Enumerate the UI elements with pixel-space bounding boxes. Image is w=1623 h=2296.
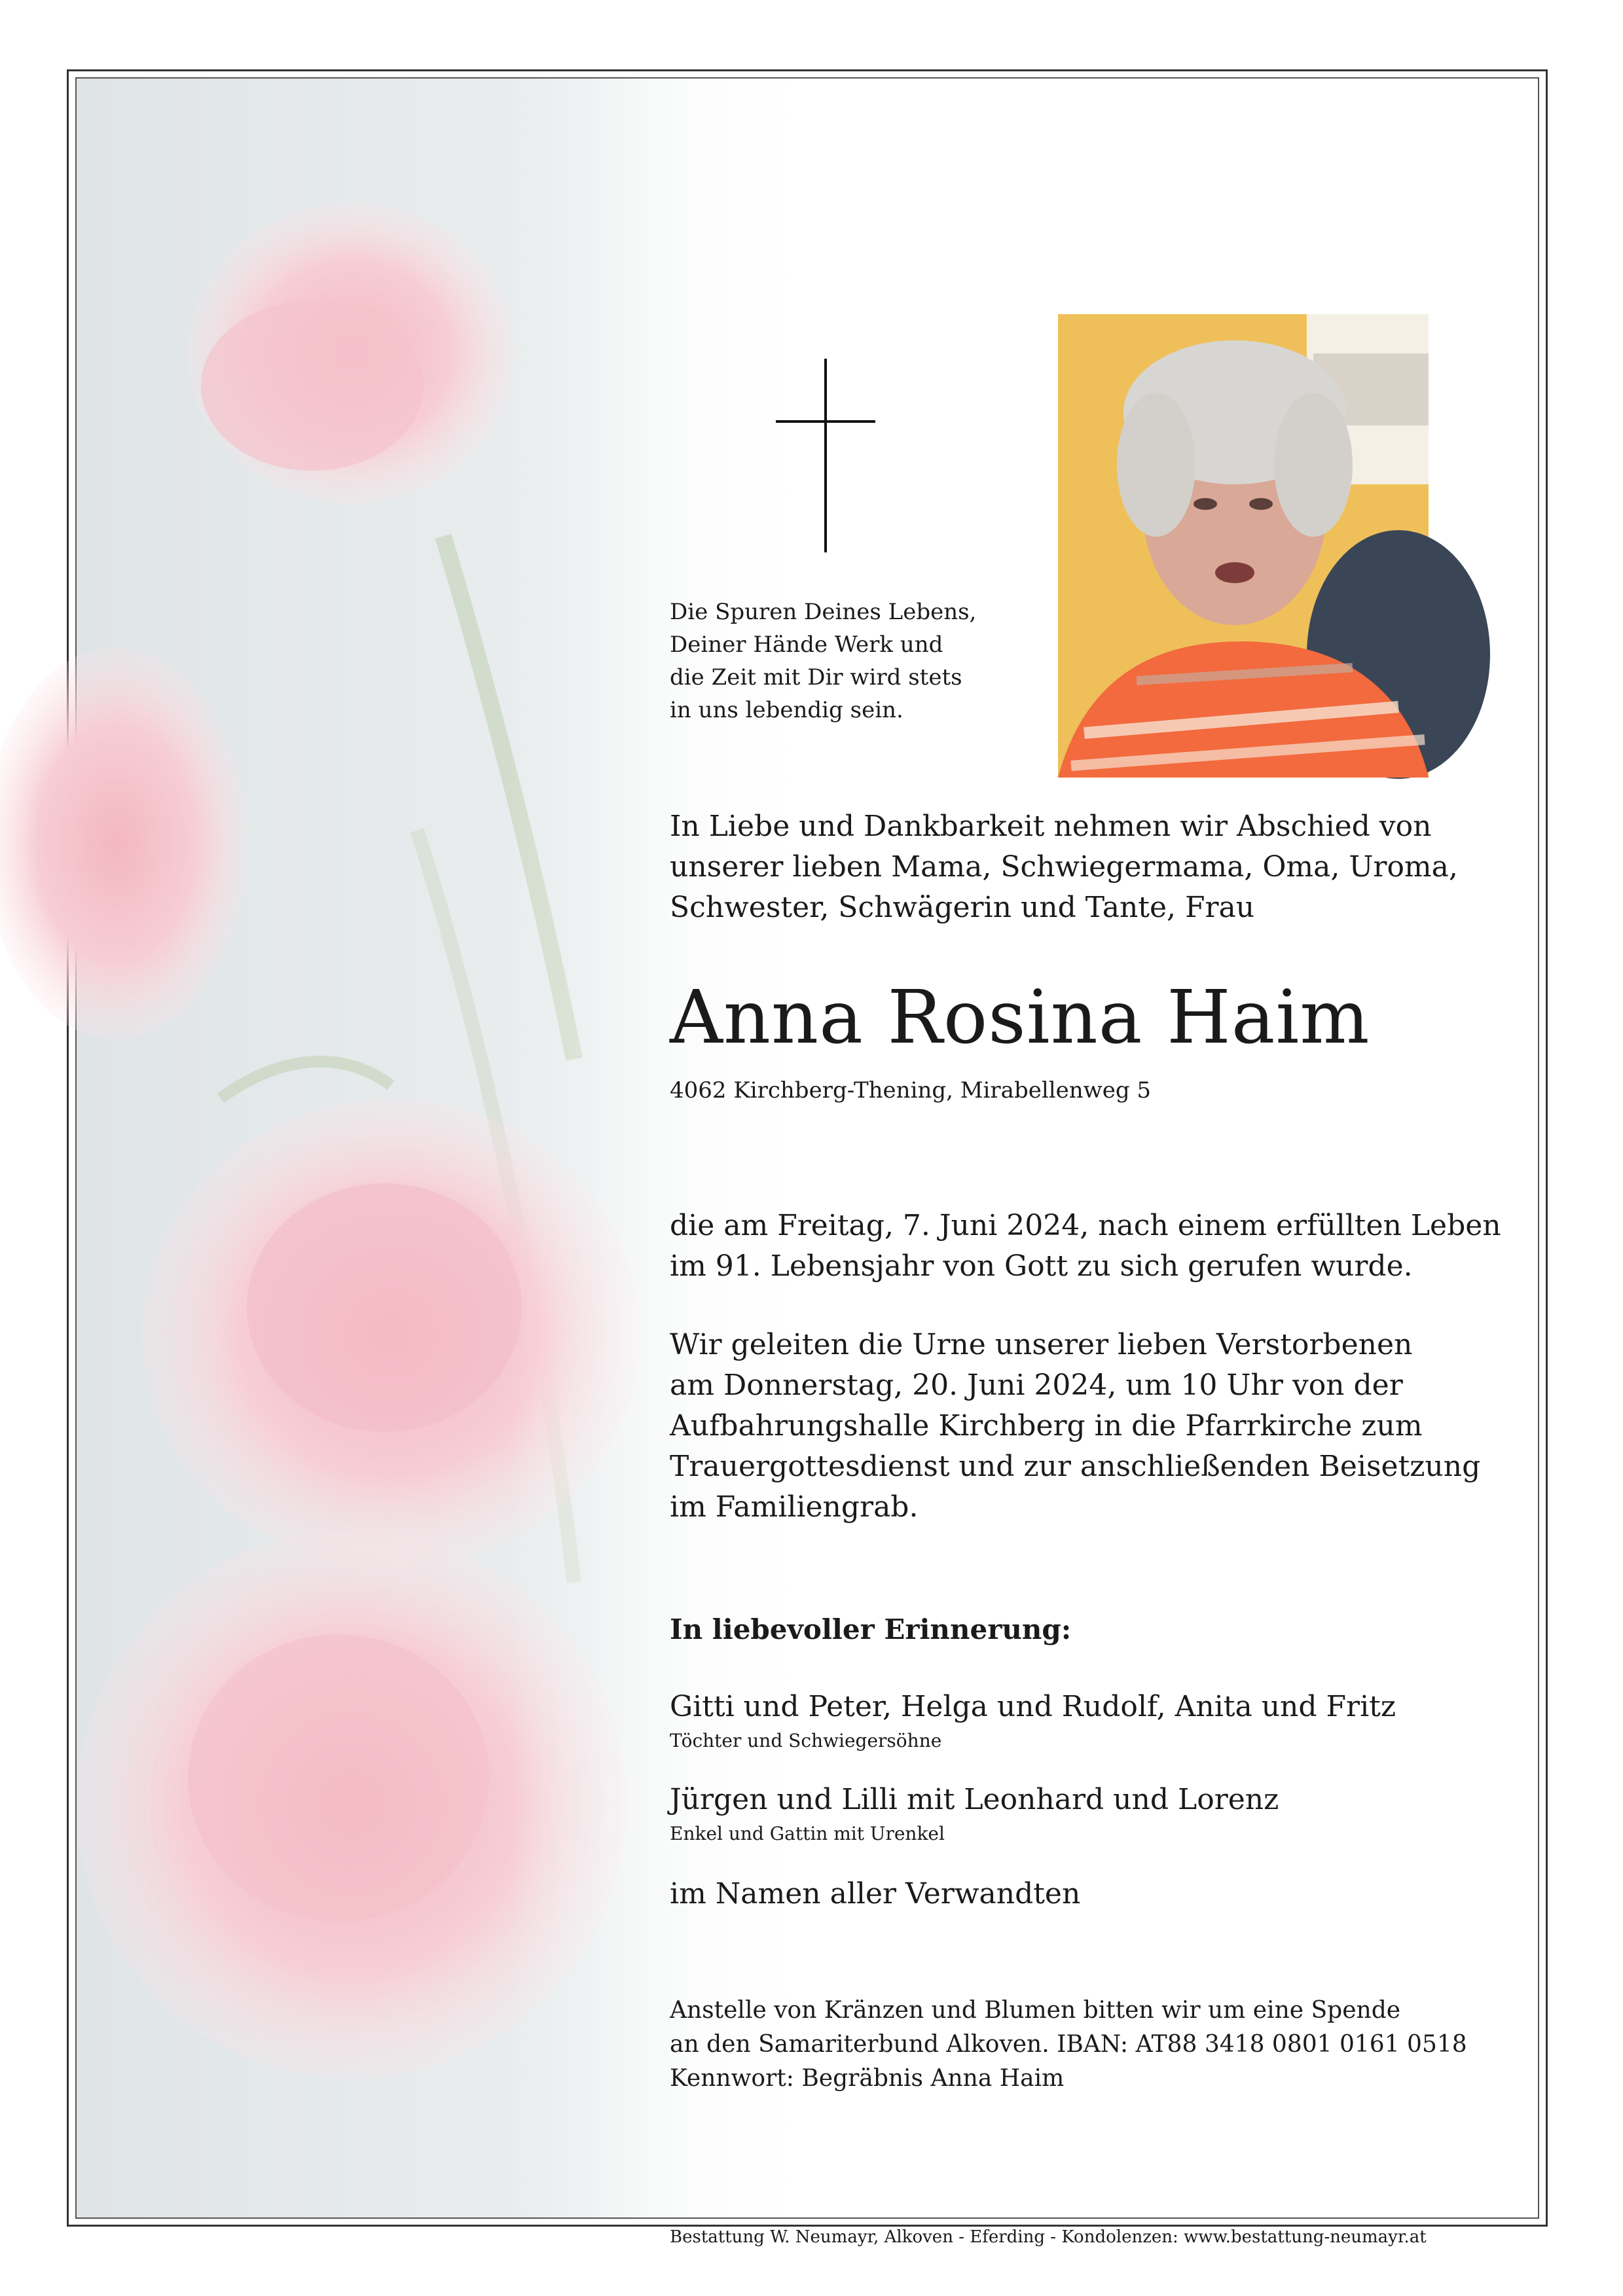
death-line: im 91. Lebensjahr von Gott zu sich gerufen wurde. bbox=[670, 1249, 1413, 1283]
relatives-line: im Namen aller Verwandten bbox=[670, 1877, 1081, 1910]
family-relation-grandchildren: Enkel und Gattin mit Urenkel bbox=[670, 1823, 945, 1844]
intro-line: unserer lieben Mama, Schwiegermama, Oma, Uroma, bbox=[670, 850, 1458, 884]
donation-request bbox=[670, 1994, 1467, 2096]
poem-verse bbox=[670, 596, 976, 726]
death-notice bbox=[670, 1206, 1501, 1287]
cross-icon bbox=[776, 359, 875, 552]
poem-line: Die Spuren Deines Lebens, bbox=[670, 599, 977, 625]
family-names-daughters: Gitti und Peter, Helga und Rudolf, Anita und Fritz bbox=[670, 1690, 1396, 1723]
poem-line: Deiner Hände Werk und bbox=[670, 632, 943, 658]
funeral-home-footer: Bestattung W. Neumayr, Alkoven - Eferding - Kondolenzen: www.bestattung-neumayr.at bbox=[670, 2227, 1427, 2247]
obituary-card bbox=[75, 77, 1539, 2247]
family-names-grandchildren: Jürgen und Lilli mit Leonhard und Lorenz bbox=[670, 1783, 1279, 1816]
poem-line: in uns lebendig sein. bbox=[670, 697, 903, 723]
remembrance-heading: In liebevoller Erinnerung: bbox=[670, 1613, 1072, 1645]
poem-line: die Zeit mit Dir wird stets bbox=[670, 664, 962, 691]
intro-line: In Liebe und Dankbarkeit nehmen wir Abschied von bbox=[670, 810, 1432, 843]
funeral-line: Wir geleiten die Urne unserer lieben Verstorbenen bbox=[670, 1328, 1413, 1361]
funeral-line: am Donnerstag, 20. Juni 2024, um 10 Uhr von der bbox=[670, 1369, 1403, 1402]
deceased-name: Anna Rosina Haim bbox=[670, 975, 1370, 1060]
deceased-address: 4062 Kirchberg-Thening, Mirabellenweg 5 bbox=[670, 1077, 1152, 1103]
funeral-line: Aufbahrungshalle Kirchberg in die Pfarrkirche zum bbox=[670, 1409, 1423, 1443]
funeral-line: Trauergottesdienst und zur anschließenden Beisetzung bbox=[670, 1450, 1481, 1483]
funeral-line: im Familiengrab. bbox=[670, 1490, 919, 1524]
donation-line: Kennwort: Begräbnis Anna Haim bbox=[670, 2065, 1065, 2092]
farewell-intro bbox=[670, 806, 1458, 928]
intro-line: Schwester, Schwägerin und Tante, Frau bbox=[670, 891, 1255, 924]
funeral-details bbox=[670, 1325, 1480, 1528]
portrait-photo bbox=[1058, 314, 1429, 778]
family-relation-daughters: Töchter und Schwiegersöhne bbox=[670, 1730, 942, 1751]
donation-line: an den Samariterbund Alkoven. IBAN: AT88 3418 0801 0161 0518 bbox=[670, 2031, 1467, 2058]
death-line: die am Freitag, 7. Juni 2024, nach einem erfüllten Leben bbox=[670, 1209, 1501, 1242]
donation-line: Anstelle von Kränzen und Blumen bitten wir um eine Spende bbox=[670, 1997, 1401, 2024]
